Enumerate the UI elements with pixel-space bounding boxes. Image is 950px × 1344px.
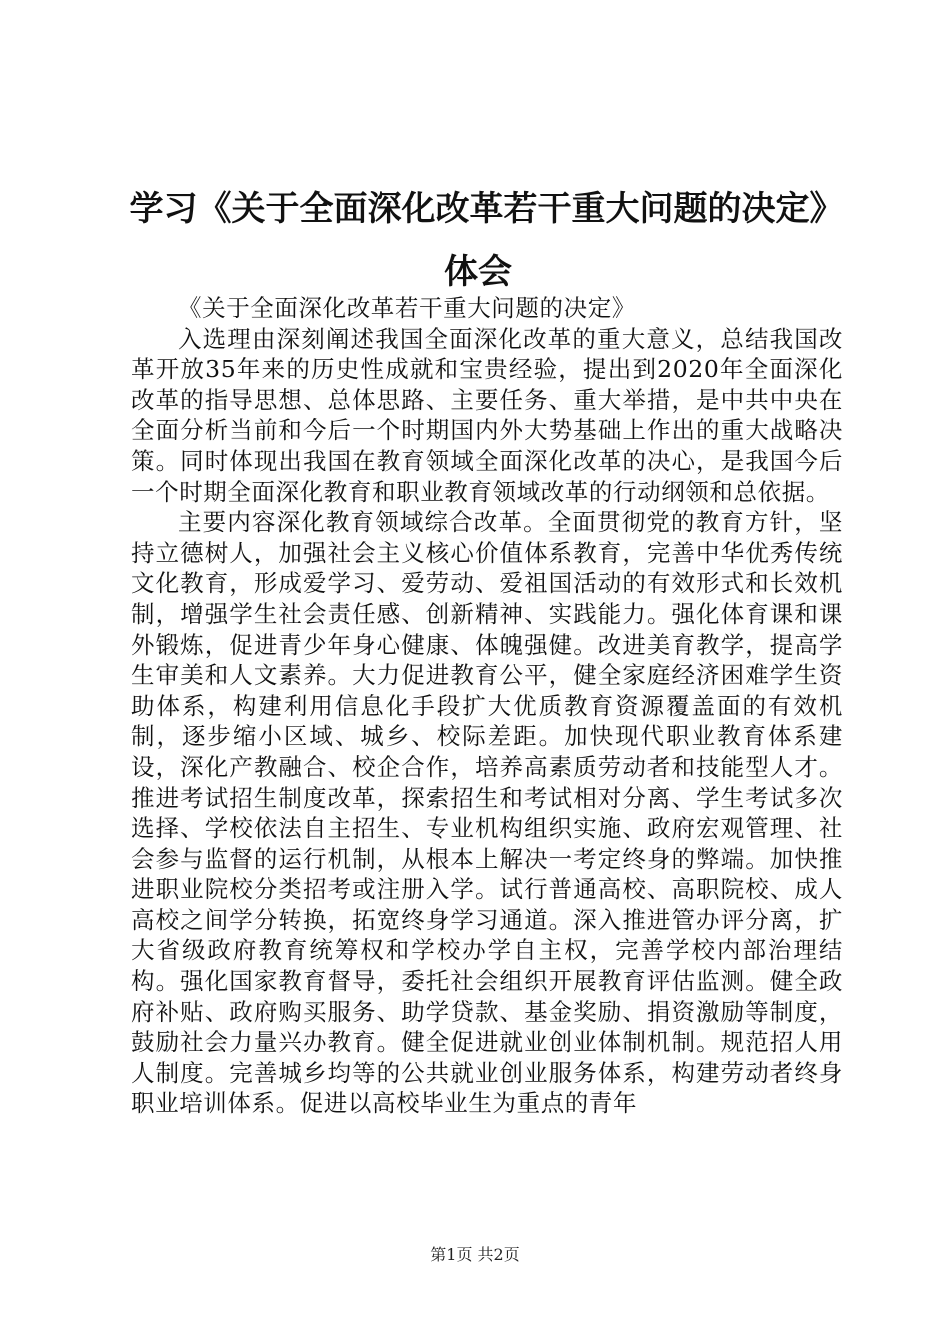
document-title: 学习《关于全面深化改革若干重大问题的决定》体会: [129, 189, 827, 292]
paragraph-source-title: 《关于全面深化改革若干重大问题的决定》: [178, 294, 636, 322]
page-number-footer: 第1页 共2页: [430, 1245, 520, 1264]
paragraph-main-content: 主要内容深化教育领域综合改革。全面贯彻党的教育方针，坚持立德树人，加强社会主义核心价值体系教育，完善中华优秀传统文化教育，形成爱学习、爱劳动、爱祖国活动的有效形式和长效机制，增强学生社会责任感、创新精神、实践能力。强化体育课和课外锻炼，促进青少年身心健康、体魄强健。改进美育教学，提高学生审美和人文素养。大力促进教育公平，健全家庭经济困难学生资助体系，构建利用信息化手段扩大优质教育资源覆盖面的有效机制，逐步缩小区域、城乡、校际差距。加快现代职业教育体系建设，深化产教融合、校企合作，培养高素质劳动者和技能型人才。推进考试招生制度改革，探索招生和考试相对分离、学生考试多次选择、学校依法自主招生、专业机构组织实施、政府宏观管理、社会参与监督的运行机制，从根本上解决一考定终身的弊端。加快推进职业院校分类招考或注册入学。试行普通高校、高职院校、成人高校之间学分转换，拓宽终身学习通道。深入推进管办评分离，扩大省级政府教育统筹权和学校办学自主权，完善学校内部治理结构。强化国家教育督导，委托社会组织开展教育评估监测。健全政府补贴、政府购买服务、助学贷款、基金奖励、捐资激励等制度，鼓励社会力量兴办教育。健全促进就业创业体制机制。规范招人用人制度。完善城乡均等的公共就业创业服务体系，构建劳动者终身职业培训体系。促进以高校毕业生为重点的青年: [131, 508, 843, 1118]
paragraph-selection-reason: 入选理由深刻阐述我国全面深化改革的重大意义，总结我国改革开放35年来的历史性成就和宝贵经验，提出到2020年全面深化改革的指导思想、总体思路、主要任务、重大举措，是中共中央在全面分析当前和今后一个时期国内外大势基础上作出的重大战略决策。同时体现出我国在教育领域全面深化改革的决心，是我国今后一个时期全面深化教育和职业教育领域改革的行动纲领和总依据。: [131, 324, 843, 506]
document-body: [131, 293, 843, 1119]
